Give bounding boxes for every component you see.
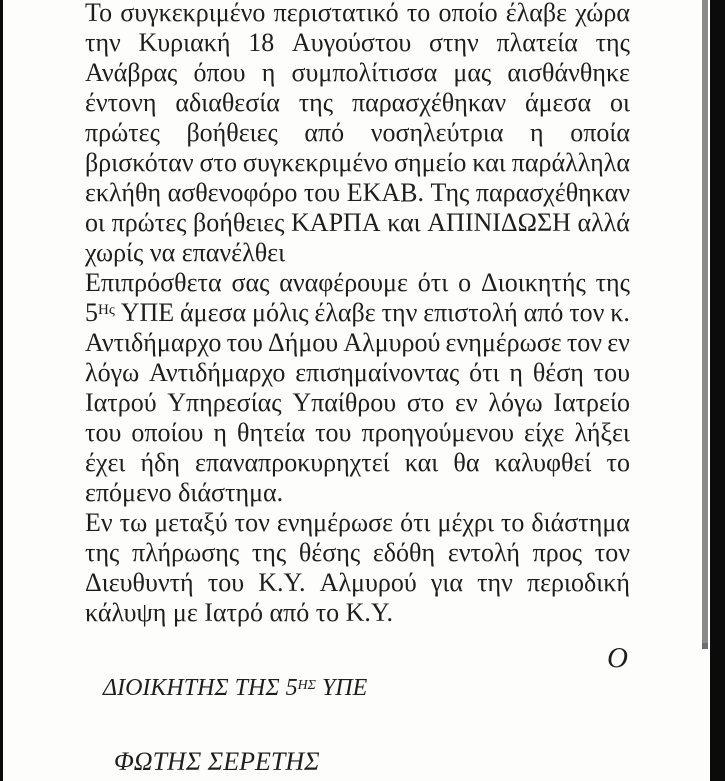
word: αδιαθεσία [175, 88, 280, 117]
text-line [85, 178, 630, 208]
word: έντονη [85, 88, 157, 117]
word: η [509, 358, 524, 387]
text-line [85, 358, 630, 388]
word: άμεσα [524, 88, 592, 117]
word: εντολή [447, 538, 520, 567]
word: λήξει [574, 418, 630, 447]
signature-closing: Ο [607, 642, 628, 674]
word: λόγω [488, 388, 543, 417]
scan-edge-left [0, 0, 3, 781]
word: η [261, 58, 276, 87]
word: ΤΗΣ [234, 675, 280, 701]
word: μόλις [252, 298, 309, 327]
document-body [85, 0, 630, 628]
text-line [85, 298, 630, 328]
word: της [595, 268, 630, 297]
word: Κυριακή [138, 28, 231, 57]
word: αναφέρουμε [279, 268, 408, 297]
word: Υπαίθρου [292, 388, 397, 417]
word: ΥΠΕ [321, 675, 368, 701]
word: του [593, 358, 630, 387]
word: διάστημα. [178, 478, 284, 507]
word: από [523, 298, 564, 327]
word: έλαβε [505, 0, 568, 27]
text-line [85, 328, 630, 358]
word: Αντιδήμαρχο [149, 358, 286, 387]
word: του [315, 418, 352, 447]
word: εδόθη [372, 538, 436, 567]
word: βοήθειες [193, 208, 285, 237]
word: προηγούμενου [361, 418, 515, 447]
word: ο [458, 268, 472, 297]
word: $5^{H\Sigma}$ [285, 675, 316, 701]
word: το [500, 508, 525, 537]
text-line [85, 238, 630, 268]
text-line [85, 448, 630, 478]
word: εν [607, 328, 630, 357]
word: έχει [85, 448, 126, 477]
word: την [381, 298, 418, 327]
word: της [595, 28, 630, 57]
word: επανέλθει [181, 238, 286, 267]
word: συγκεκριμένο [242, 148, 389, 177]
text-line [85, 538, 630, 568]
word: τον [569, 298, 605, 327]
word: το [315, 598, 340, 627]
word: περιοδική [527, 568, 630, 597]
word: ότι [469, 358, 500, 387]
word: Κ.Υ. [345, 598, 393, 627]
word: του [207, 568, 245, 597]
word: είχε [524, 418, 565, 447]
word: ασθενοφόρο [167, 178, 298, 207]
word: πλατεία [496, 28, 578, 57]
word: αισθάνθηκε [507, 58, 630, 87]
word: με [172, 598, 198, 627]
word: 18 [248, 28, 275, 57]
word: Ιατρείο [553, 388, 630, 417]
word: και [472, 148, 506, 177]
word: ΚΑΡΠΑ [291, 208, 381, 237]
word: σημείο [393, 148, 467, 177]
word: πρώτες [85, 118, 160, 147]
word: επαναπροκυρηχτεί [195, 448, 390, 477]
word: αλλά [577, 208, 630, 237]
word: στην [429, 28, 479, 57]
signature-title [103, 673, 367, 703]
word: οποίο [438, 0, 498, 27]
word: χώρα [575, 0, 630, 27]
text-line [85, 598, 630, 628]
word: του [85, 418, 122, 447]
word: τον [594, 538, 630, 567]
word: χωρίς [85, 238, 144, 267]
word: Διευθυντή [85, 568, 194, 597]
word: μέχρι [437, 508, 494, 537]
word: Διοικητής [480, 268, 586, 297]
word: οι [609, 88, 630, 117]
word: Της [430, 178, 470, 207]
word: από [269, 598, 310, 627]
word: οποία [570, 118, 630, 147]
word: οι [85, 208, 105, 237]
word: νοσηλεύτρια [370, 118, 504, 147]
text-line [85, 208, 630, 238]
word: Αλμυρού [319, 568, 417, 597]
superscript: Ης [98, 302, 115, 319]
word: Αντιδήμαρχο [85, 328, 222, 357]
word: Υπηρεσίας [167, 388, 282, 417]
word: συγκεκριμένο [120, 0, 266, 27]
word: τω [119, 508, 148, 537]
word: οποίου [131, 418, 204, 447]
word: από [304, 118, 345, 147]
word: της [85, 538, 120, 567]
word: θέση [532, 358, 584, 387]
text-line [85, 388, 630, 418]
word: του [303, 178, 341, 207]
word: προς [532, 538, 583, 567]
scrollbar-track[interactable] [710, 0, 725, 781]
word: έλαβε [314, 298, 376, 327]
word: την [85, 28, 121, 57]
word: Ανάβρας [85, 58, 178, 87]
word: Κ.Υ. [258, 568, 306, 597]
text-line [85, 478, 630, 508]
word: επισημαίνοντας [295, 358, 460, 387]
text-line [85, 508, 630, 538]
word: Το [85, 0, 113, 27]
text-line [85, 28, 630, 58]
word: άμεσα [180, 298, 247, 327]
word: παρασχέθηκαν [475, 178, 630, 207]
word: ήδη [140, 448, 180, 477]
text-line [85, 148, 630, 178]
word: περιστατικό [273, 0, 399, 27]
word: το [406, 0, 431, 27]
word: τον [234, 508, 270, 537]
word: καλυφθεί [494, 448, 592, 477]
word: παρασχέθηκαν [351, 88, 507, 117]
text-line [85, 88, 630, 118]
word: στο [406, 388, 445, 417]
word: μεταξύ [154, 508, 228, 537]
word: η [530, 118, 544, 147]
word: Αυγούστου [291, 28, 412, 57]
word: σας [231, 268, 270, 297]
text-line [85, 268, 630, 298]
word: κάλυψη [85, 598, 167, 627]
word: της [251, 538, 287, 567]
word: ΥΠΕ [120, 298, 175, 327]
word: πλήρωσης [132, 538, 240, 567]
text-line [85, 0, 630, 28]
word: διάστημα [531, 508, 630, 537]
text-line [85, 118, 630, 148]
word: Ιατρού [85, 388, 157, 417]
word: και [404, 448, 439, 477]
word: ότι [417, 268, 449, 297]
word: η [213, 418, 227, 447]
word: κ. [610, 298, 630, 327]
word: θητεία [237, 418, 306, 447]
word: ενημέρωσε [276, 508, 394, 537]
word: ΕΚΑΒ. [346, 178, 424, 207]
word: του [226, 328, 263, 357]
word: Επιπρόσθετα [85, 268, 222, 297]
text-line [85, 58, 630, 88]
word: Εν [85, 508, 113, 537]
word: μας [453, 58, 492, 87]
word: και [387, 208, 421, 237]
word: ΑΠΙΝΙΔΩΣΗ [427, 208, 571, 237]
word: το [606, 448, 630, 477]
word: πρώτες [111, 208, 187, 237]
superscript: ΗΣ [297, 677, 316, 693]
word: επόμενο [85, 478, 172, 507]
word: τον [566, 328, 603, 357]
text-line [85, 418, 630, 448]
word: θα [453, 448, 480, 477]
word: εκλήθη [85, 178, 162, 207]
word: ότι [400, 508, 431, 537]
word: ενημέρωσε [445, 328, 562, 357]
word: να [149, 238, 176, 267]
word: βοήθειες [186, 118, 278, 147]
word: Ιατρό [204, 598, 263, 627]
word: όπου [193, 58, 246, 87]
word: για [430, 568, 463, 597]
word: εν [455, 388, 478, 417]
text-line [85, 568, 630, 598]
word: στο [199, 148, 237, 177]
word: της [298, 88, 334, 117]
word: Δήμου [268, 328, 339, 357]
word: συμπολίτισσα [291, 58, 438, 87]
word: την [477, 568, 513, 597]
scrollbar-thumb[interactable] [702, 0, 708, 649]
word: επιστολή [423, 298, 518, 327]
word: θέσης [298, 538, 361, 567]
word: παράλληλα [511, 148, 630, 177]
word: ΔΙΟΙΚΗΤΗΣ [103, 675, 229, 701]
word: $5^{H\varsigma}$ [85, 298, 115, 327]
word: λόγω [85, 358, 140, 387]
signature-name: ΦΩΤΗΣ ΣΕΡΕΤΗΣ [114, 747, 320, 776]
word: βρισκόταν [85, 148, 194, 177]
word: Αλμυρού [343, 328, 441, 357]
